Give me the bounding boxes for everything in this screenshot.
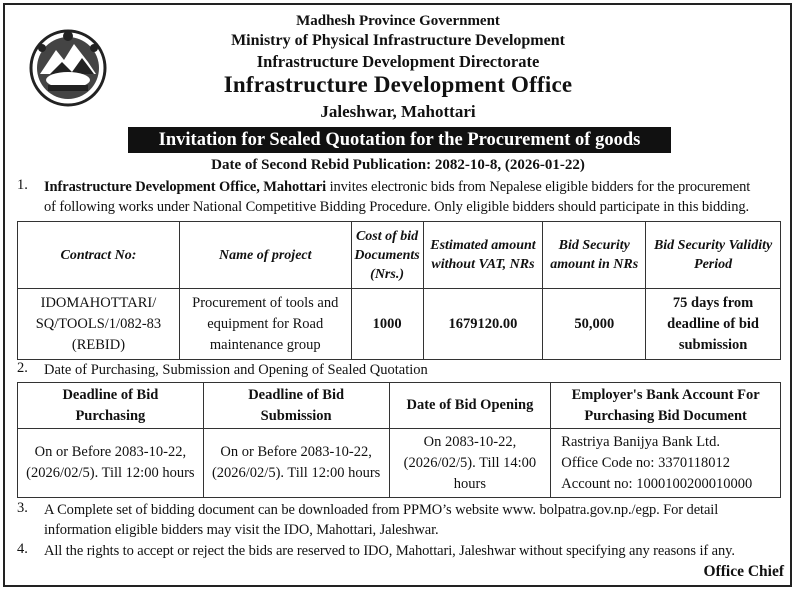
item-3-line1: A Complete set of bidding document can be downloaded from PPMO’s website www. bolpatra.gov.np./egp. For detail [44, 502, 719, 518]
item-1-line1: invites electronic bids from Nepalese eligible bidders for the procurement [326, 179, 751, 195]
schedule-table [17, 382, 781, 498]
bank-name: Rastriya Banijya Bank Ltd. [561, 433, 720, 450]
col-opening-date: Date of Bid Opening [389, 383, 551, 429]
schedule-table-header [18, 383, 781, 429]
project-name: Procurement of tools and equipment for Road maintenance group [179, 289, 351, 360]
bid-security-amount: 50,000 [543, 289, 646, 360]
col-purchase-deadline: Deadline of Bid Purchasing [18, 383, 204, 429]
table-row [18, 289, 781, 360]
contract-table [17, 221, 781, 360]
submission-deadline: On or Before 2083-10-22, (2026/02/5). Till 12:00 hours [203, 429, 389, 498]
item-3-number: 3. [17, 500, 28, 516]
item-4-number: 4. [17, 541, 28, 557]
account-number: Account no: 1000100200010000 [561, 475, 753, 492]
estimated-amount: 1679120.00 [423, 289, 543, 360]
col-bid-doc-cost: Cost of bid Documents (Nrs.) [351, 222, 423, 289]
office-code: Office Code no: 3370118012 [561, 454, 731, 471]
publication-date: Date of Second Rebid Publication: 2082-10-8, (2026-01-22) [211, 157, 585, 173]
contract-table-header [18, 222, 781, 289]
col-bank-account: Employer's Bank Account For Purchasing Bid Document [551, 383, 781, 429]
item-1-number: 1. [17, 177, 28, 193]
item-1-line2: of following works under National Competitive Bidding Procedure. Only eligible bidders should participate in this bidding. [44, 199, 750, 215]
item-1-office: Infrastructure Development Office, Mahottari [44, 179, 327, 195]
validity-period: 75 days from deadline of bid submission [646, 289, 781, 360]
table-row [18, 429, 781, 498]
purchase-deadline: On or Before 2083-10-22, (2026/02/5). Till 12:00 hours [18, 429, 204, 498]
office-name: Infrastructure Development Office [223, 72, 573, 97]
item-2-text: Date of Purchasing, Submission and Opening of Sealed Quotation [44, 362, 428, 378]
col-project-name: Name of project [179, 222, 351, 289]
directorate-name: Infrastructure Development Directorate [256, 52, 540, 71]
col-contract-no: Contract No: [18, 222, 180, 289]
col-validity-period: Bid Security Validity Period [646, 222, 781, 289]
col-estimated-amount: Estimated amount without VAT, NRs [423, 222, 543, 289]
government-name: Madhesh Province Government [296, 13, 500, 29]
item-2-number: 2. [17, 360, 28, 376]
col-bid-security: Bid Security amount in NRs [543, 222, 646, 289]
item-3-text [44, 500, 789, 540]
col-submission-deadline: Deadline of Bid Submission [203, 383, 389, 429]
ministry-name: Ministry of Physical Infrastructure Development [231, 32, 565, 49]
bank-details [551, 429, 781, 498]
item-1-text [44, 177, 789, 217]
contract-no: IDOMAHOTTARI/ SQ/TOOLS/1/082-83 (REBID) [18, 289, 180, 360]
notice-title-banner: Invitation for Sealed Quotation for the Procurement of goods [128, 127, 671, 153]
bid-doc-cost: 1000 [351, 289, 423, 360]
item-4-text: All the rights to accept or reject the bids are reserved to IDO, Mahottari, Jaleshwar without specifying any reasons if any. [44, 543, 735, 559]
signature-office-chief: Office Chief [703, 563, 784, 580]
opening-date: On 2083-10-22, (2026/02/5). Till 14:00 hours [389, 429, 551, 498]
office-location: Jaleshwar, Mahottari [320, 102, 476, 121]
item-3-line2: information eligible bidders may visit the IDO, Mahottari, Jaleshwar. [44, 522, 439, 538]
